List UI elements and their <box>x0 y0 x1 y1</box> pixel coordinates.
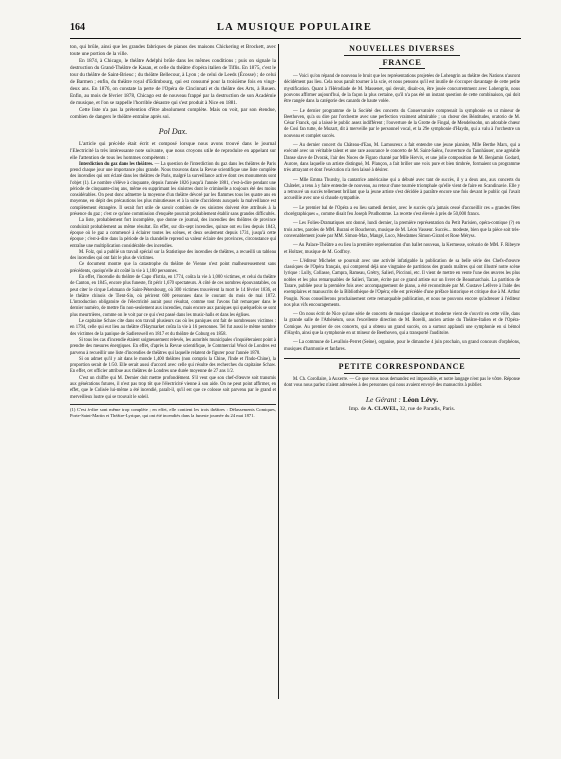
correspondence-text: M. Ch. Corollaire, à Auxerre. — Ce que vous nous demandez est impossible, et notre langage n'est pas le vôtre. Réponse dont vous nous parlez n'aient adressées à des personnes qui nous avaient envoyé des manuscrits à publier. <box>284 377 520 389</box>
note-text: — La question de l'interdiction du gaz dans les théâtres de Paris prend chaque jour une importance plus grande. Nous trouvons dans la Revue scientifique une liste complète des incendies qui ont éclaté dans les théâtres de Paris, malgré la surveillance active dont ces monuments sont l'objet (1). Le nombre s'élève à cinquante, depuis l'année 1826 jusqu'à l'année 1881, c'est-à-dire pendant une période de cinquante-cinq ans, même en supprimant les sinistres dont le criminelle a toujours été des moins considérables. On peut donc admettre la moyenne d'un théâtre dévoré par les flammes tous les quatre ans en moyenne, en dépit des précautions les plus minutieuses et à la suite d'accidents auxquels la malveillance est complètement étrangère. Il serait fort utile de savoir combien de ces sinistres doivent être attribués à la présence du gaz ; c'est ce qu'une commission d'enquête pourrait probablement établir sans grandes difficultés. <box>70 161 276 218</box>
gerant-label: Le Gérant : <box>365 394 401 404</box>
paragraph: C'est un chiffre qui M. Dernier doit mettre profondément. S'il veut que son chef-d'œuvre soit transmis aux générations futures, il n'est pas trop tôt que l'électricité vienne à son aide. On ne peut point affirmer, en effet, que le Colisée lui-même a été incendié, paraît-il, qu'il est que ce colosse soit parvenu par le grand et merveilleux lustre qui se trouvait le soleil. <box>70 375 276 400</box>
subsection-title: FRANCE <box>382 57 422 68</box>
paragraph: Le capitaine Schaw cite dans son travail plusieurs cas où les paniques ont fait de nombreuses victimes : en 1794, celle qui eut lieu au théâtre d'Haymarket coûta la vie à 16 personnes. Tel fut aussi le même nombre des victimes de la panique de Sadlerswell en 1817 et du théâtre de Coburg en 1858. <box>70 319 276 337</box>
correspondence-rule <box>344 373 460 374</box>
page-header <box>70 22 519 36</box>
paragraph: M. Folz, qui a publié un travail spécial sur la Statistique des incendies de théâtres, a recueilli un tableau des incendies qui ont fait le plus de victimes. <box>70 249 276 262</box>
paragraph: Si on admet qu'il y ait dans le monde 1,400 théâtres (non compris la Chine, l'Inde et l'Indo-Chine), la proportion serait de 1/50. Elle serait aussi d'accord avec celle qui résulte des recherches du capitaine Schaw. En effet, cet officier attribue aux théâtres de Londres une durée moyenne de 27 ans 1/2. <box>70 356 276 375</box>
news-item: — Mlle Emma Thursby, la cantatrice américaine qui a débuté avec tant de succès, il y a deux ans, aux concerts du Châtelet, a tenu à y faire entendre de nouveau, au retour d'une tournée triomphale qu'elle vient de faire en Scandinavie. Elle y a retrouvé un succès tellement brillant que la jeune artiste s'est décidée à paraître encore une fois devant le public qui l'avait accueillie avec une si chaude sympathie. <box>284 177 520 202</box>
correspondence-title: PETITE CORRESPONDANCE <box>338 361 466 371</box>
subsection-rule <box>379 68 425 69</box>
printer-line <box>284 406 520 413</box>
gerant-name: Léon Lévy. <box>402 394 439 404</box>
journal-title: LA MUSIQUE POPULAIRE <box>216 22 373 33</box>
correspondence-section <box>284 358 520 390</box>
paragraph: ton, qui brûle, ainsi que les grandes fabriques de pianos des maisons Chickering et Brockett, avec toute une portion de la ville. <box>70 44 276 58</box>
left-column <box>70 44 276 419</box>
news-item: — Le premier bal de l'Opéra a eu lieu samedi dernier, avec le succès qu'a jamais cessé d'accueillir ces « grandes fêtes chorégraphiques », comme disait feu Joseph Prudhomme. La recette s'est élevée à près de 50,000 francs. <box>284 205 520 218</box>
paragraph: L'article qui précède était écrit et composé lorsque nous avons trouvé dans le journal l'Electricité la très intéressante note suivante, que nous croyons utile de reproduire en appelant sur elle l'attention de tous les hommes compétents : <box>70 140 276 161</box>
news-item: — Les Folies-Dramatiques ont donné, lundi dernier, la première représentation du Petit Parisien, opéra-comique (?) en trois actes, paroles de MM. Burani et Boucheron, musique de M. Léon Vasseur. Succès... modeste, bien que la pièce soit très-convenablement jouée par MM. Simon-Max, Mangé, Luco, Mesdames Simon-Girard et Rose Méryss. <box>284 221 520 239</box>
gerant-line <box>284 396 520 403</box>
news-item: — La commune de Levallois-Perret (Seine), organise, pour le dimanche 4 juin prochain, un grand concours d'orphéons, musiques d'harmonie et fanfares. <box>284 340 520 352</box>
paragraph: Ce document montre que la catastrophe du théâtre de Vienne n'est point malheureusement sans précédents, quoiqu'elle ait coûté la vie à 1,100 personnes. <box>70 262 276 274</box>
page-number: 164 <box>70 22 85 33</box>
printer-address: 32, rue de Paradis, Paris. <box>399 405 456 412</box>
section-title: NOUVELLES DIVERSES <box>349 44 455 53</box>
section-rule <box>344 55 460 56</box>
news-item: — L'éditeur Michelet se poursuit avec une activité infatigable la publication de sa belle série des Chefs-d'œuvre classiques de l'Opéra français, qui comprend déjà une vingtaine de partitions des grands maîtres qui ont illustré notre scène lyrique : Lully, Collasse, Campra, Rameau, Grétry, Salieri, Piccinni, etc. Il vient de mettre en vente l'une des œuvres les plus nobles et les plus remarquables de Salieri, Tarare, écrite par ce grand artiste sur un livret de Beaumarchais. La partition de Tarare, publiée pour la première fois avec accompagnement de piano, a été reconstituée par M. Gustave Lefèvre à l'aide des exemplaires et manuscrits de la Bibliothèque de l'Opéra; elle est précédée d'une préface historique et critique due à M. Arthur Pougin. Nous conseillerons prochainement cette remarquable publication, et nous ne pouvons encore qu'adresser à l'éditeur nos plus vifs encouragements. <box>284 258 520 308</box>
news-item: — Voici qu'on répand de nouveau le bruit que les représentations projetées de Lohengrin au théâtre des Nations n'auront décidément pas lieu. Cela nous paraît tourner à la scie, et nous pensons qu'il est inutile de s'occuper davantage de cette petite mystification. Quant à l'Hérodiade de M. Massenet, qui devait, disait-on, être jouée concurremment avec Lohengrin, nous pouvons affirmer aujourd'hui, de la façon la plus certaine, qu'il n'a pas été un instant question de cette combinaison, qui doit être rangée dans la catégorie des canards de haute volée. <box>284 74 520 105</box>
footnote: (1) C'est à-dire sont même trop complète ; en effet, elle contient les trois théâtres : Délassements Comiques, Porte-Saint-Martin et Théâtre-Lyrique, qui ont été incendiés dans la funeste journée du 24 mai 1871. <box>70 404 276 419</box>
right-column <box>284 44 520 413</box>
news-items <box>284 74 520 353</box>
paragraph: Cette liste n'a pas la prétention d'être absolument complète. Mais on voit, par son étendue, combien de dangers le théâtre entraîne après soi. <box>70 107 276 121</box>
news-item: — Au Palace-Théâtre a eu lieu la première représentation d'un ballet nouveau, la Kermesse, scénario de MM. F. Ribeyre et Holtzer, musique de M. Godfroy. <box>284 243 520 255</box>
signature: Pol Dax. <box>158 126 188 136</box>
news-item: — Le dernier programme de la Société des concerts du Conservatoire comprenait la symphonie en ut mineur de Beethoven, qu'a su dire par l'orchestre avec une perfection vraiment admirable ; un chœur des Béatitudes, oratorio de M. César Franck, qui a laissé le public assez indifférent ; l'ouverture de la Grotte de Fingal, de Mendelssohn, un adorable chœur de Cosi fan tutte, de Mozart, dit à merveille par le personnel vocal, et la 29e symphonie d'Haydn, qui a valu à l'orchestre un nouveau et complet succès. <box>284 108 520 139</box>
note-lead: Interdiction du gaz dans les théâtres. <box>79 161 154 167</box>
paragraph: Si tous les cas d'incendie étaient soigneusement relevés, les autorités municipales s'inquiéteraient point à prendre des mesures énergiques. En effet, d'après la Revue scientifique, le Commercial Wool de Londres est parvenu à recueillir une liste d'incendies de théâtres qui laquelle relatent de figurer pour l'année 1878. <box>70 337 276 356</box>
printer-name: A. CLAVEL, <box>367 405 399 412</box>
header-rule <box>70 38 521 39</box>
printer-prefix: Imp. de <box>348 405 366 412</box>
paragraph: En effet, l'incendie du théâtre de Capo d'Istria, en 1774, coûta la vie à 1,000 victimes, et celui du théâtre de Canton, en 1845, encore plus funeste, fit périr 1,670 spectateurs. A côté de ces nombres épouvantables, on peut citer le cirque Lehmann de Saint-Pétersbourg, où 300 victimes trouvèrent la mort le 14 février 1836, et le théâtre chinois de Tient-Sin, où périrent 600 personnes dans le courant du mois de mai 1872. L'introduction obligatoire de l'électricité aurait pour résultat, comme tout l'avons fait remarquer dans le dernier numéro, de mettre fin non-seulement aux incendies, mais encore aux paniques qui quelquefois se sont plus meurtrières, comme on le voit par ce qui s'est passé dans les music-halls et dans les églises. <box>70 275 276 318</box>
paragraph: La liste, probablement fort incomplète, que donne ce journal, des incendies des théâtres de province conduirait probablement au même résultat. En effet, sur dix-sept incendies, quinze ont eu lieu depuis 1843, époque où le gaz a commencé à éclairer toutes les scènes, et deux seulement depuis 1731, jusqu'à cette époque ; c'est-à-dire dans la période de la chandelle reprend sa valeur éclaire des provinces, circonstance qui entraîne une multiplication considérable des incendies. <box>70 218 276 249</box>
column-separator <box>278 44 279 699</box>
quoted-note <box>70 162 276 401</box>
paragraph: En 1874, à Chicago, le théâtre Adelphi brûle dans les mêmes conditions ; puis on signale la destruction du Grand-Théâtre de Kasan, et celle du théâtre d'opéra italien de Tiflis. En 1875, c'est le tour du théâtre de Saint-Brieuc ; du théâtre Bellecour, à Lyon ; de celui de Leeds (Écosse) ; de celui de Barmen ; enfin, du théâtre royal d'Edimbourg, qui est consumé pour la troisième fois en vingt-deux ans. En 1876, on constate la perte de l'Opéra de Cincinnati et du théâtre des Arts, à Rouen. Enfin, au mois de février 1878, Chicago est de nouveau frappé par la destruction de son Académie de musique, et l'on se rappelle l'horrible désastre qui s'est produit à Nice en 1881. <box>70 58 276 107</box>
paragraph <box>70 162 276 219</box>
news-item: — Au dernier concert du Château-d'Eau, M. Lamoureux a fait entendre une jeune pianiste, Mlle Berthe Marx, qui a exécuté avec un véritable talent et une rare assurance le concerto de M. Saint-Saëns, l'ouverture du Tannhäuser, une agréable Danse slave de Dvorak, l'air des Noces de Figaro chanté par Mlle Hervix, et une jolie composition de M. Benjamin Godard, Aurore, dans laquelle un artiste distingué, M. Plançon, a fait briller une voix pure et bien timbrée, formaient un programme très attrayant et dont l'exécution n'a rien laissé à désirer. <box>284 143 520 174</box>
news-item: — On nous écrit de Nice qu'une série de concerts de musique classique et moderne vient de s'ouvrir en cette ville, dans la grande salle de l'Athénéum, sous l'excellente direction de M. Borelli, ancien artiste du Théâtre-Italien et de l'Opéra-Comique. Au premier de ces concerts, qui a obtenu un grand succès, on a surtout applaudi une symphonie en si bémol d'Haydn, ainsi que la symphonie en ut mineur de Beethoven, qui a transporté l'auditoire. <box>284 312 520 337</box>
